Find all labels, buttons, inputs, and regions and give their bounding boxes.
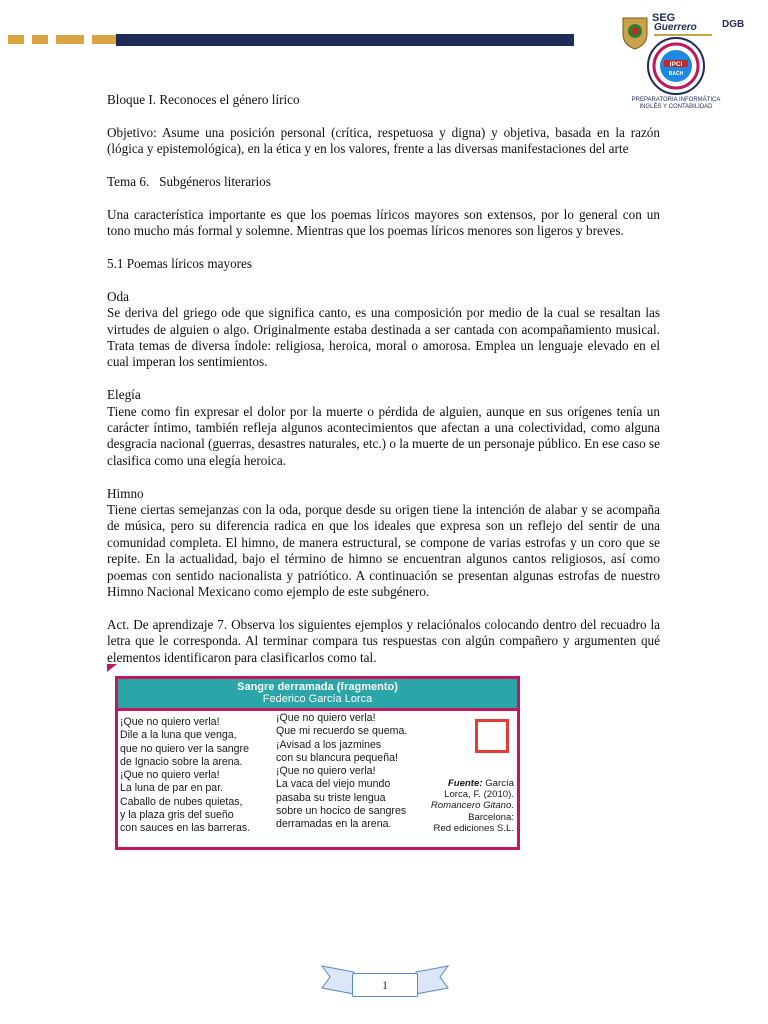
poem-line: ¡Avisad a los jazmines	[276, 738, 382, 751]
poem-line: ¡Que no quiero verla!	[276, 712, 376, 724]
school-emblem-icon	[646, 36, 706, 96]
poem-line: ¡Que no quiero verla!	[120, 769, 220, 782]
source-publisher: Red ediciones S.L.	[433, 822, 514, 834]
section-heading: 5.1 Poemas líricos mayores	[107, 256, 253, 271]
answer-box[interactable]	[475, 719, 509, 753]
poem-line: ¡Que no quiero verla!	[276, 765, 376, 778]
source-year: Lorca, F. (2010).	[444, 789, 514, 801]
intro-paragraph: Una característica importante es que los poemas líricos mayores son extensos, por lo general con un tono mucho más formal y solemne. Mientras que los poemas líricos menores son ligeros y breves.	[107, 206, 660, 239]
page-number: 1	[352, 973, 418, 997]
source-author: García	[482, 778, 514, 789]
poem-line: ¡Que no quiero verla!	[120, 716, 220, 728]
poem-line: con su blancura pequeña!	[276, 751, 398, 764]
header-squares	[8, 35, 120, 44]
poem-line: La vaca del viejo mundo	[276, 778, 391, 791]
poem-line: con sauces en las barreras.	[120, 822, 251, 835]
poem-line: sobre un hocico de sangres	[276, 805, 407, 818]
header-bar	[116, 34, 574, 46]
poem-line: de Ignacio sobre la arena.	[120, 755, 243, 768]
poem-source	[404, 778, 514, 834]
objective-paragraph: Objetivo: Asume una posición personal (crítica, respetuosa y digna) y objetiva, basada en la razón (lógica y epistemológica), en la ética y en los valores, frente a las diversas manifestaciones del arte	[107, 124, 660, 157]
source-label: Fuente:	[447, 778, 483, 789]
poem-author: Federico García Lorca	[262, 693, 373, 705]
header-square	[8, 35, 24, 44]
poem-line: derramadas en la arena.	[276, 818, 392, 831]
guerrero-label: Guerrero	[654, 22, 697, 33]
oda-title: Oda	[107, 288, 129, 304]
elegia-paragraph: Tiene como fin expresar el dolor por la muerte o pérdida de alguien, aunque en sus orígenes tenía un carácter íntimo, también refleja algunos acontecimientos que afectan a una colectividad, como alguna desgracia nacional (guerras, desastres naturales, etc.) o la muerte de un personaje público. En ese caso se clasifica como una elegía heroica.	[107, 403, 660, 468]
poem-line: que no quiero ver la sangre	[120, 742, 249, 755]
bach-text: BACH	[668, 71, 684, 77]
source-book: Romancero Gitano.	[430, 800, 514, 812]
poem-title: Sangre derramada (fragmento)	[237, 681, 398, 693]
poem-line: Caballo de nubes quietas,	[120, 795, 243, 808]
poem-header	[118, 679, 517, 711]
logo-tagline: PREPARATORIA INFORMÁTICA INGLÉS Y CONTABILIDAD	[631, 97, 721, 110]
header-square	[32, 35, 48, 44]
poem-line: y la plaza gris del sueño	[120, 809, 234, 822]
elegia-title: Elegía	[107, 387, 141, 403]
document-body	[107, 92, 660, 666]
source-city: Barcelona:	[468, 811, 514, 823]
topic-heading: Tema 6. Subgéneros literarios	[107, 174, 271, 189]
poem-box	[115, 676, 520, 850]
poem-line: Dile a la luna que venga,	[120, 729, 237, 742]
activity-paragraph: Act. De aprendizaje 7. Observa los siguientes ejemplos y relaciónalos colocando dentro del recuadro la letra que le corresponda. Al terminar compara tus respuestas con algún compañero y argumenten qué elementos identificaron para clasificarlos como tal.	[107, 616, 660, 665]
poem-line: pasaba su triste lengua	[276, 791, 386, 804]
himno-title: Himno	[107, 485, 144, 501]
ipcl-text: IPCI	[669, 61, 683, 68]
poem-column-1	[120, 716, 266, 836]
poem-line: La luna de par en par.	[120, 782, 224, 795]
seg-label: SEG	[652, 12, 676, 24]
oda-paragraph: Se deriva del griego ode que significa canto, es una composición por medio de la cual se resaltan las virtudes de alguien o algo. Originalmente estaba destinada a ser cantada con acompañamiento musical. Trata temas de diversa índole: religiosa, heroica, moral o amorosa. Emplea un lenguaje elevado en el cual imperan los sentimientos.	[107, 305, 660, 370]
himno-paragraph: Tiene ciertas semejanzas con la oda, porque desde su origen tiene la intención de alabar y se acompaña de música, pero su diferencia radica en que los ideales que expresa son un reflejo del sentir de una comunidad completa. El himno, de manera estructural, se compone de varias estrofas y un coro que se repite. En la actualidad, bajo el término de himno se encuentran algunos cantos religiosos, así como poemas con sentido nacionalista y patriótico. A continuación se presentan algunas estrofas de nuestro Himno Nacional Mexicano como ejemplo de este subgénero.	[107, 502, 660, 600]
poem-line: Que mi recuerdo se quema.	[276, 725, 408, 738]
block-heading: Bloque I. Reconoces el género lírico	[107, 92, 300, 107]
dgb-label: DGB	[722, 19, 745, 30]
header-square	[56, 35, 84, 44]
activity-marker	[107, 664, 117, 672]
